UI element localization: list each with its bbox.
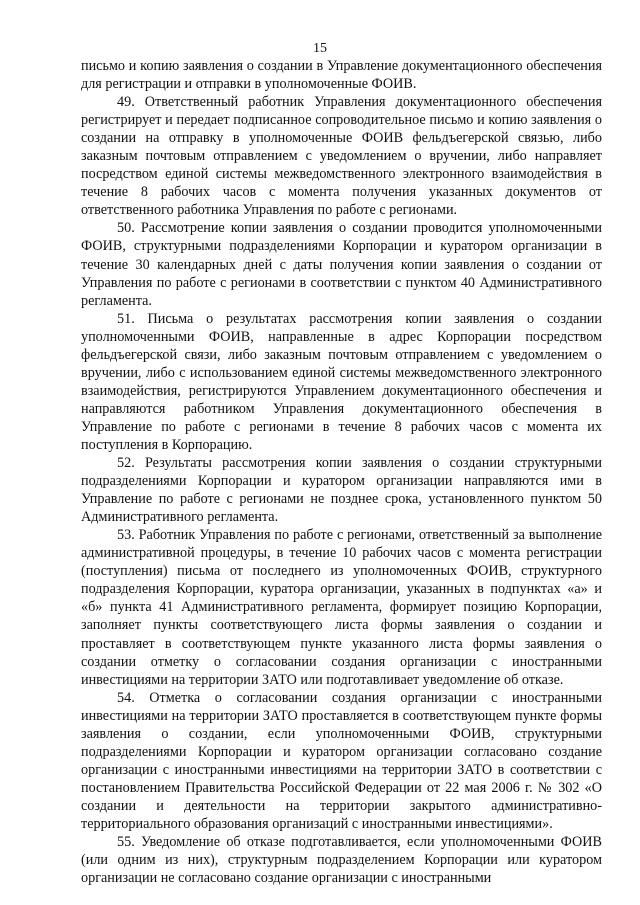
paragraph-55: 55. Уведомление об отказе подготавливается, если уполномоченными ФОИВ (или одним из них), структурным подразделением Корпорации или куратором организации не согласовано создание организации с иностранными [81, 834, 602, 887]
page-number: 15 [313, 41, 327, 56]
paragraph-53: 53. Работник Управления по работе с регионами, ответственный за выполнение административной процедуры, в течение 10 рабочих часов с момента регистрации (поступления) письма от последнего из уполномоченных ФОИВ, структурного подразделения Корпорации, куратора организации, указанных в подпунктах «а» и «б» пункта 41 Административного регламента, формирует позицию Корпорации, заполняет пункты соответствующего листа формы заявления о создании и проставляет в соответствующем пункте указанного листа формы заявления о создании отметку о согласовании создания организации с иностранными инвестициями на территории ЗАТО или подготавливает уведомление об отказе. [81, 527, 602, 688]
document-body [81, 57, 602, 887]
paragraph-52: 52. Результаты рассмотрения копии заявления о создании структурными подразделениями Корпорации и куратором организации направляются ими в Управление по работе с регионами не позднее срока, установленного пунктом 50 Административного регламента. [81, 455, 602, 526]
paragraph-49: 49. Ответственный работник Управления документационного обеспечения регистрирует и передает подписанное сопроводительное письмо и копию заявления о создании на отправку в уполномоченные ФОИВ фельдъегерской связью, либо заказным почтовым отправлением с уведомлением о вручении, либо направляет посредством единой системы межведомственного электронного взаимодействия в течение 8 рабочих часов с момента получения указанных документов от ответственного работника Управления по работе с регионами. [81, 94, 602, 219]
paragraph-54: 54. Отметка о согласовании создания организации с иностранными инвестициями на территории ЗАТО проставляется в соответствующем пункте формы заявления о создании, если уполномоченными ФОИВ, структурными подразделениями Корпорации и куратором организации согласовано создание организации с иностранными инвестициями на территории ЗАТО в соответствии с постановлением Правительства Российской Федерации от 22 мая 2006 г. № 302 «О создании и деятельности на территории закрытого административно-территориального образования организаций с иностранными инвестициями». [81, 689, 602, 832]
paragraph-51: 51. Письма о результатах рассмотрения копии заявления о создании уполномоченными ФОИВ, направленные в адрес Корпорации посредством фельдъегерской связи, либо заказным почтовым отправлением с уведомлением о вручении, либо с использованием единой системы межведомственного электронного взаимодействия, регистрируются Управлением документационного обеспечения и направляются работником Управления документационного обеспечения в Управление по работе с регионами в течение 8 рабочих часов с момента их поступления в Корпорацию. [81, 310, 602, 453]
paragraph-50: 50. Рассмотрение копии заявления о создании проводится уполномоченными ФОИВ, структурными подразделениями Корпорации и куратором организации в течение 30 календарных дней с даты получения копии заявления о создании от Управления по работе с регионами в соответствии с пунктом 40 Административного регламента. [81, 220, 602, 309]
paragraph-48-continuation: письмо и копию заявления о создании в Управление документационного обеспечения для регистрации и отправки в уполномоченные ФОИВ. [81, 58, 602, 93]
